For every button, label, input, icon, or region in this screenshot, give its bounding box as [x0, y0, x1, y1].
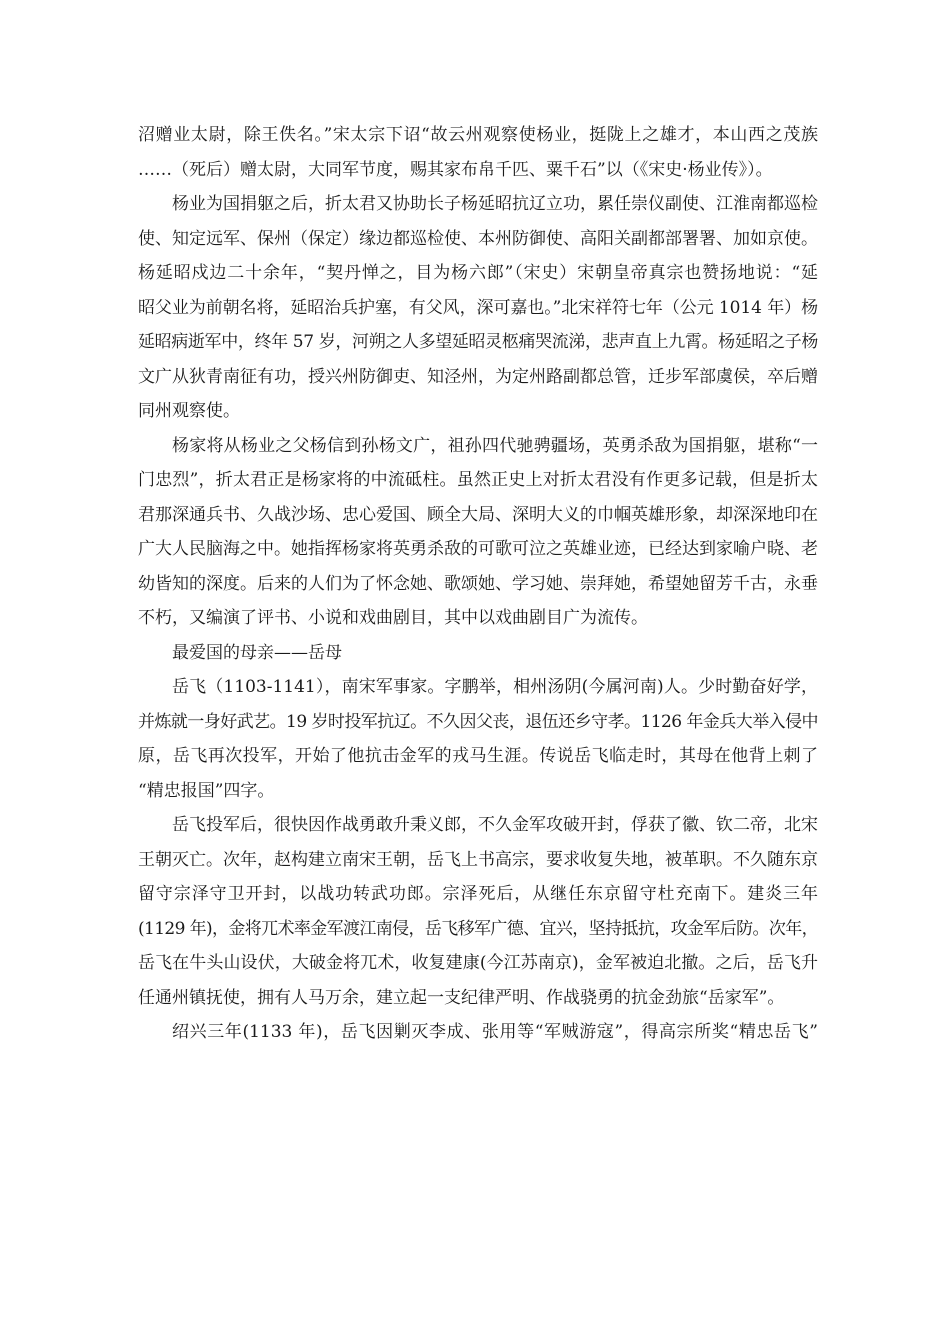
text-line: 原，岳飞再次投军，开始了他抗击金军的戎马生涯。传说岳飞临走时，其母在他背上刺了 — [138, 746, 818, 766]
text-line: 同州观察使。 — [138, 401, 240, 421]
text-line: 广大人民脑海之中。她指挥杨家将英勇杀敌的可歌可泣之英雄业迹，已经达到家喻户晓、老 — [138, 539, 818, 559]
text-line: “精忠报国”四字。 — [138, 780, 275, 801]
text-line: 延昭病逝军中，终年 57 岁，河朔之人多望延昭灵柩痛哭流涕，悲声直上九霄。杨延昭之子杨 — [138, 332, 818, 352]
text-line: 杨延昭戍边二十余年，“契丹惮之，目为杨六郎”（宋史）宋朝皇帝真宗也赞扬地说：“延 — [138, 263, 818, 283]
text-line: 并炼就一身好武艺。19 岁时投军抗辽。不久因父丧，退伍还乡守孝。1126 年金兵大举入侵中 — [138, 711, 818, 732]
text-line: 岳飞在牛头山设伏，大破金将兀术，收复建康(今江苏南京)，金军被迫北撤。之后，岳飞升 — [138, 953, 818, 973]
text-line: 岳飞（1103-1141），南宋军事家。字鹏举，相州汤阴(今属河南)人。少时勤奋好学， — [172, 677, 818, 697]
text-line: 文广从狄青南征有功，授兴州防御吏、知泾州，为定州路副都总管，迁步军部虞侯，卒后赠 — [138, 366, 818, 387]
text-line: 门忠烈”，折太君正是杨家将的中流砥柱。虽然正史上对折太君没有作更多记载，但是折太 — [138, 470, 818, 490]
text-line: 不朽，又编演了评书、小说和戏曲剧目，其中以戏曲剧目广为流传。 — [138, 608, 648, 628]
text-line: ……（死后）赠太尉，大同军节度，赐其家布帛千匹、粟千石”以（《宋史·杨业传》）。 — [138, 159, 773, 180]
text-line: 绍兴三年(1133 年)，岳飞因剿灭李成、张用等“军贼游寇”，得高宗所奖“精忠岳飞” — [172, 1022, 818, 1042]
text-line: 杨业为国捐躯之后，折太君又协助长子杨延昭抗辽立功，累任崇仪副使、江淮南都巡检 — [172, 194, 818, 214]
text-line: 杨家将从杨业之父杨信到孙杨文广，祖孙四代驰骋疆场，英勇杀敌为国捐躯，堪称“一 — [172, 435, 818, 456]
text-line: 留守宗泽守卫开封，以战功转武功郎。宗泽死后，从继任东京留守杜充南下。建炎三年 — [138, 884, 818, 904]
text-line: (1129 年)，金将兀术率金军渡江南侵，岳飞移军广德、宜兴，坚持抵抗，攻金军后防。次年， — [138, 918, 818, 939]
text-line: 任通州镇抚使，拥有人马万余，建立起一支纪律严明、作战骁勇的抗金劲旅“岳家军”。 — [138, 987, 785, 1008]
text-line: 王朝灭亡。次年，赵构建立南宋王朝，岳飞上书高宗，要求收复失地，被革职。不久随东京 — [138, 849, 818, 870]
text-line: 昭父业为前朝名将，延昭治兵护塞，有父风，深可嘉也。”北宋祥符七年（公元 1014 年）杨 — [138, 297, 818, 318]
text-line: 幼皆知的深度。后来的人们为了怀念她、歌颂她、学习她、崇拜她，希望她留芳千古，永垂 — [138, 573, 818, 594]
body-text — [138, 118, 818, 1050]
section-heading: 最爱国的母亲——岳母 — [172, 642, 342, 663]
text-line: 沼赠业太尉，除王佚名。”宋太宗下诏“故云州观察使杨业，挺陇上之雄才，本山西之茂族 — [138, 125, 818, 145]
text-line: 使、知定远军、保州（保定）缘边都巡检使、本州防御使、高阳关副都部署署、加如京使。 — [138, 228, 818, 249]
text-line: 君那深通兵书、久战沙场、忠心爱国、顾全大局、深明大义的巾帼英雄形象，却深深地印在 — [138, 504, 818, 525]
text-line: 岳飞投军后，很快因作战勇敢升秉义郎，不久金军攻破开封，俘获了徽、钦二帝，北宋 — [172, 815, 818, 835]
